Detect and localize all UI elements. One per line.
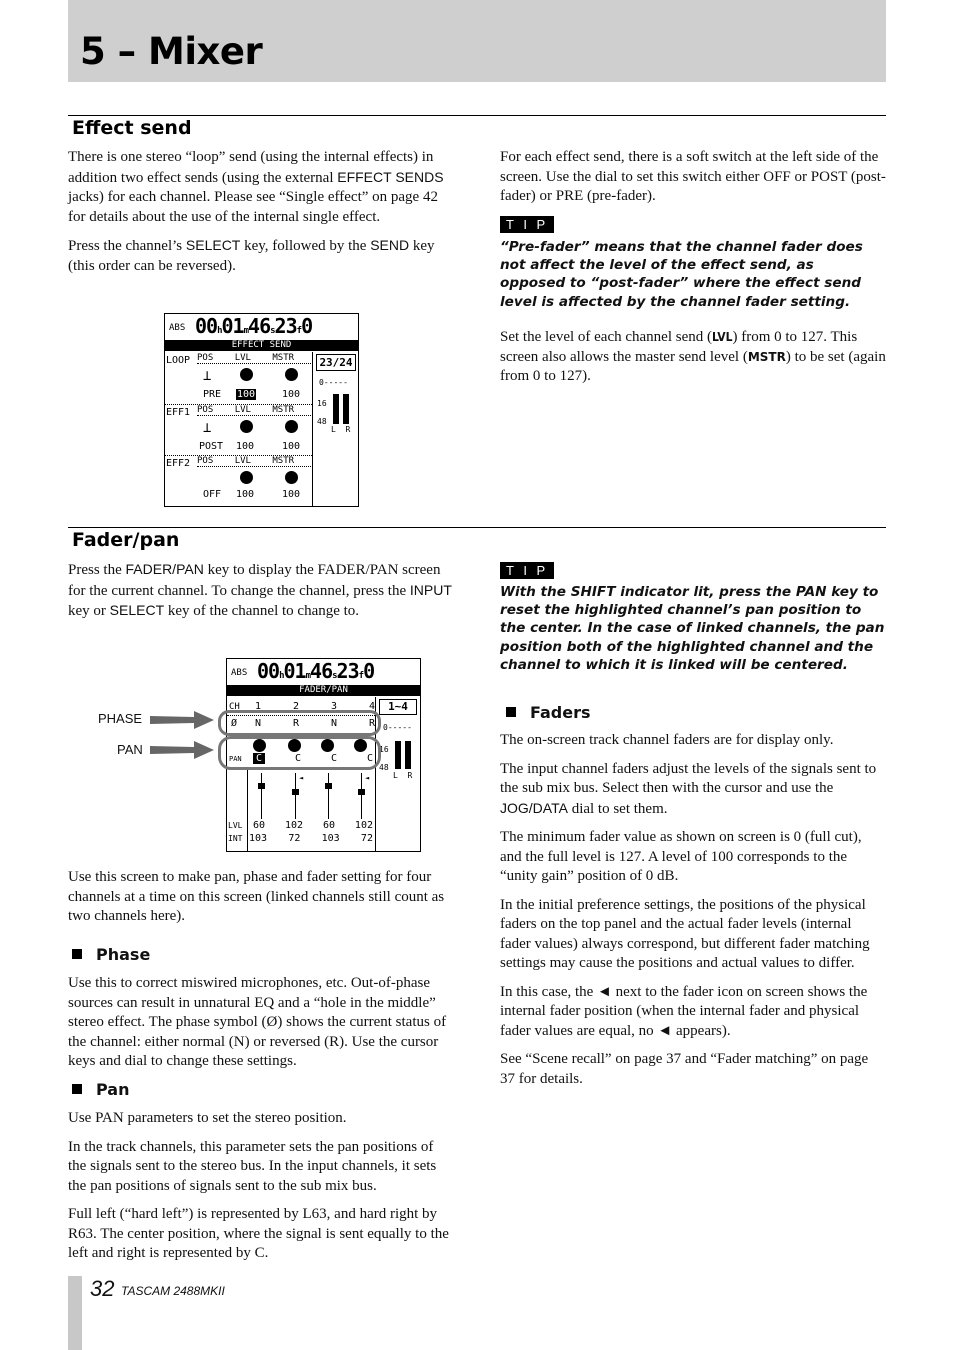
model-name: TASCAM 2488MKII — [121, 1284, 225, 1298]
fader-cap — [325, 783, 332, 789]
section-title-effect-send: Effect send — [72, 117, 192, 139]
paragraph: In this case, the ◄ next to the fader icon on screen shows the internal fader position (when the internal fader and physical fader values are equal, no ◄ appears). — [500, 983, 868, 1039]
paragraph: There is one stereo “loop” send (using the internal effects) in addition two effect sends (using the external EFFECT SENDS jacks) for each channel. Please see “Single effect” on page 42 for details about the use of the internal single effect. — [68, 149, 444, 225]
paragraph: Full left (“hard left”) is represented by L63, and hard right by R63. The center position, where the signal is sent equally to the left and right is represented by C. — [68, 1206, 449, 1261]
switch-icon: ⊥ — [203, 420, 212, 436]
paragraph: Use this to correct miswired microphones, etc. Out-of-phase sources can result in unnatural EQ and a “hole in the middle” stereo effect. The phase symbol (Ø) shows the current status of the channel: either normal (N) or reversed (R). Use the cursor keys and dial to change these settings. — [68, 975, 447, 1069]
int-label: INT — [228, 834, 243, 843]
tip-text: “Pre-fader” means that the channel fader does not affect the level of the effect send, as opposed to “post-fader” where the effect send level is affected by the channel fader setting. — [500, 239, 863, 310]
knob-icon — [285, 471, 298, 484]
abs-label: ABS — [231, 668, 248, 678]
channel-numbers: 1 2 3 4 — [255, 701, 375, 712]
fader-track — [295, 773, 296, 819]
lvl-label: LVL — [228, 821, 243, 830]
row-name: LOOP — [166, 355, 191, 366]
square-bullet-icon — [72, 1084, 82, 1094]
pan-heading: Pan — [72, 1080, 129, 1099]
pan-highlight — [218, 736, 381, 770]
fader-track — [328, 773, 329, 819]
row-name: EFF1 — [166, 407, 191, 418]
meter-label: 16 — [379, 745, 389, 754]
paragraph: For each effect send, there is a soft switch at the left side of the screen. Use the dial to set this switch either OFF or POST (post-fader) or PRE (pre-fader). — [500, 149, 886, 204]
fader-cap — [258, 783, 265, 789]
fader-cap — [358, 789, 365, 795]
divider — [312, 352, 313, 506]
col-labels: POS LVL MSTR — [197, 405, 311, 416]
eff2-row — [165, 455, 312, 507]
square-bullet-icon — [506, 707, 516, 717]
mstr-value: 100 — [282, 389, 301, 400]
lvl-value: 100 — [236, 489, 255, 500]
meter-bar-left — [333, 394, 339, 424]
paragraph: The input channel faders adjust the levels of the signals sent to the sub mix bus. Select then with the cursor and use the JOG/DATA dial to set them. — [500, 760, 877, 817]
internal-fader-marker-icon: ◄ — [365, 774, 370, 782]
abs-label: ABS — [169, 323, 186, 333]
ch-label: CH — [229, 702, 240, 712]
mode-value: OFF — [203, 489, 222, 500]
fader-pan-intro — [68, 560, 454, 631]
loop-row — [165, 352, 312, 404]
pan-text — [68, 1109, 454, 1273]
phase-callout-label: PHASE — [98, 711, 143, 726]
channel-range: 1~4 — [379, 699, 417, 715]
time-counter: 00h01m46s23f0 — [257, 659, 375, 683]
paragraph: In the initial preference settings, the positions of the physical faders on the top panel and the actual fader levels (internal fader values) always correspond, but different fader matching settings may cause the positions and actual values to differ. — [500, 896, 870, 971]
lvl-value: 100 — [236, 441, 255, 452]
screen-title: EFFECT SEND — [165, 340, 358, 351]
paragraph: The minimum fader value as shown on screen is 0 (full cut), and the full level is 127. A level of 100 corresponds to the “unity gain” position of 0 dB. — [500, 829, 862, 884]
paragraph: Press the FADER/PAN key to display the FADER/PAN screen for the current channel. To change the channel, press the INPUT key or SELECT key of the channel to change to. — [68, 561, 452, 619]
page-number: 32 — [90, 1276, 115, 1301]
phase-symbol: Ø — [231, 718, 238, 729]
fader-track — [361, 773, 362, 819]
pan-arrow-icon — [150, 741, 214, 759]
lvl-value: 100 — [237, 389, 256, 400]
mstr-value: 100 — [282, 441, 301, 452]
tip-text: With the SHIFT indicator lit, press the PAN key to reset the highlighted channel’s pan position to the center. In the case of linked channels, the pan position both of the highlighted channel and the channel to which it is linked will be centered. — [500, 584, 885, 673]
meter-label: L R — [393, 771, 413, 780]
internal-fader-marker-icon: ◄ — [299, 774, 304, 782]
effect-send-screen — [164, 313, 359, 507]
meter-label: 48 — [317, 417, 327, 426]
screen-title: FADER/PAN — [227, 685, 420, 696]
pan-values: C C C C — [253, 753, 373, 764]
divider — [247, 767, 248, 851]
square-bullet-icon — [72, 949, 82, 959]
lvl-values: 60 102 60 102 — [253, 820, 373, 831]
footer-bar — [68, 1276, 82, 1350]
chapter-title: 5 – Mixer — [80, 30, 263, 73]
meter-label: 48 — [379, 763, 389, 772]
paragraph: Set the level of each channel send (LVL) from 0 to 127. This screen also allows the master send level (MSTR) to be set (again from 0 to 127). — [500, 329, 886, 384]
meter-bar-left — [395, 741, 401, 769]
phase-text — [68, 974, 454, 1081]
callout-arrows — [148, 706, 218, 762]
col-labels: POS LVL MSTR — [197, 456, 311, 467]
effect-send-level-text — [500, 328, 886, 396]
page-indicator: 23/24 — [316, 354, 356, 371]
paragraph: The on-screen track channel faders are for display only. — [500, 732, 834, 748]
mode-value: PRE — [203, 389, 222, 400]
knob-icon — [285, 368, 298, 381]
tip-badge: T I P — [500, 562, 554, 580]
section-title-fader-pan: Fader/pan — [72, 529, 180, 551]
mstr-value: 100 — [282, 489, 301, 500]
row-name: EFF2 — [166, 458, 191, 469]
phase-highlight — [218, 710, 381, 736]
faders-text — [500, 731, 886, 1098]
tip-badge: T I P — [500, 216, 554, 234]
meter-bar-right — [405, 741, 411, 769]
faders-heading: Faders — [506, 703, 591, 722]
meter-bar-right — [343, 394, 349, 424]
effect-send-left-text — [68, 148, 454, 285]
phase-values: N R N R — [255, 718, 375, 729]
meter-label: 0----- — [383, 723, 412, 732]
fader-pan-after-screen — [68, 868, 454, 936]
paragraph: See “Scene recall” on page 37 and “Fader matching” on page 37 for details. — [500, 1051, 869, 1087]
paragraph: Use PAN parameters to set the stereo position. — [68, 1110, 347, 1126]
effect-send-right-text — [500, 148, 886, 216]
knob-icon — [240, 420, 253, 433]
eff1-row — [165, 404, 312, 456]
knob-icon — [240, 368, 253, 381]
phase-heading: Phase — [72, 945, 150, 964]
col-labels: POS LVL MSTR — [197, 353, 311, 364]
switch-icon: ⊥ — [203, 368, 212, 384]
meter-label: 16 — [317, 399, 327, 408]
paragraph: Use this screen to make pan, phase and fader setting for four channels at a time on this screen (linked channels still count as two channels here). — [68, 869, 445, 924]
paragraph: In the track channels, this parameter sets the pan positions of the signals sent to the stereo bus. In the input channels, it sets the pan positions of signals sent to the sub mix bus. — [68, 1138, 437, 1194]
pan-label: PAN — [229, 755, 242, 763]
section-rule — [68, 527, 886, 528]
time-counter: 00h01m46s23f0 — [195, 314, 313, 338]
int-values: 103 72 103 72 — [249, 833, 373, 844]
fader-track — [261, 773, 262, 819]
pan-callout-label: PAN — [117, 742, 143, 757]
knob-icon — [240, 471, 253, 484]
paragraph: Press the channel’s SELECT key, followed by the SEND key (this order can be reversed). — [68, 237, 435, 274]
section-rule — [68, 115, 886, 116]
fader-cap — [292, 789, 299, 795]
phase-arrow-icon — [150, 711, 214, 729]
meter-label: L R — [331, 425, 351, 434]
mode-value: POST — [199, 441, 224, 452]
knob-icon — [285, 420, 298, 433]
meter-label: 0----- — [319, 378, 348, 387]
